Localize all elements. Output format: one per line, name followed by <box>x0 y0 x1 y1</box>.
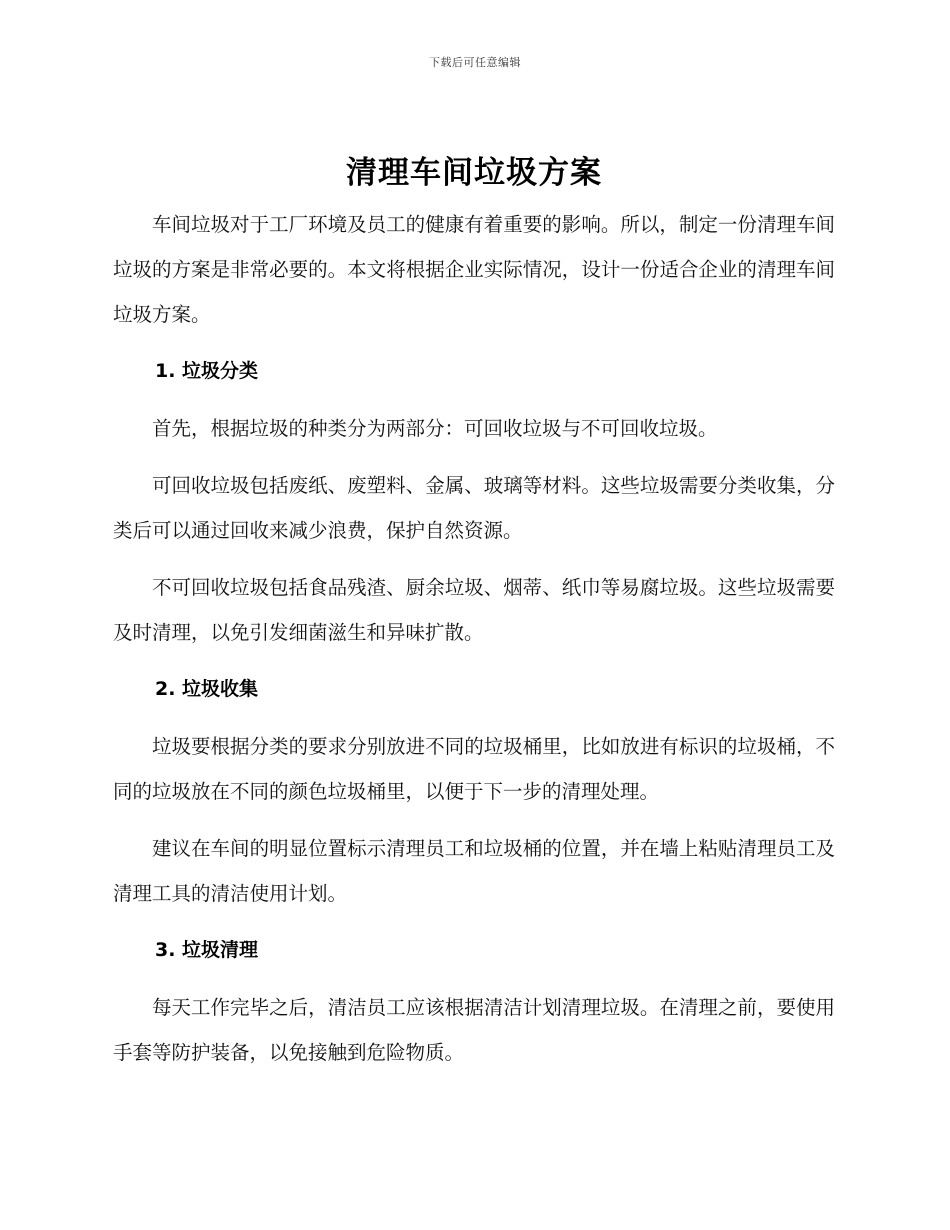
document-body <box>113 150 835 1087</box>
running-header: 下载后可任意编辑 <box>429 56 521 69</box>
section-waste-cleaning <box>113 928 835 1075</box>
intro-paragraph: 车间垃圾对于工厂环境及员工的健康有着重要的影响。所以，制定一份清理车间垃圾的方案是非常必要的。本文将根据企业实际情况，设计一份适合企业的清理车间垃圾方案。 <box>113 213 835 326</box>
section-paragraph: 每天工作完毕之后，清洁员工应该根据清洁计划清理垃圾。在清理之前，要使用手套等防护装备，以免接触到危险物质。 <box>113 996 835 1064</box>
section-waste-collection <box>113 667 835 916</box>
section-heading: 2. 垃圾收集 <box>155 678 259 700</box>
section-waste-sorting <box>113 349 835 655</box>
document-title: 清理车间垃圾方案 <box>346 155 602 191</box>
section-paragraph: 垃圾要根据分类的要求分别放进不同的垃圾桶里，比如放进有标识的垃圾桶，不同的垃圾放在不同的颜色垃圾桶里，以便于下一步的清理处理。 <box>113 735 835 803</box>
section-heading: 1. 垃圾分类 <box>155 360 259 382</box>
section-paragraph: 建议在车间的明显位置标示清理员工和垃圾桶的位置，并在墙上粘贴清理员工及清理工具的清洁使用计划。 <box>113 837 835 905</box>
section-heading: 3. 垃圾清理 <box>155 939 259 961</box>
section-paragraph: 不可回收垃圾包括食品残渣、厨余垃圾、烟蒂、纸巾等易腐垃圾。这些垃圾需要及时清理，以免引发细菌滋生和异味扩散。 <box>113 576 835 644</box>
section-paragraph: 首先，根据垃圾的种类分为两部分：可回收垃圾与不可回收垃圾。 <box>152 417 718 440</box>
section-paragraph: 可回收垃圾包括废纸、废塑料、金属、玻璃等材料。这些垃圾需要分类收集，分类后可以通过回收来减少浪费，保护自然资源。 <box>113 474 835 542</box>
